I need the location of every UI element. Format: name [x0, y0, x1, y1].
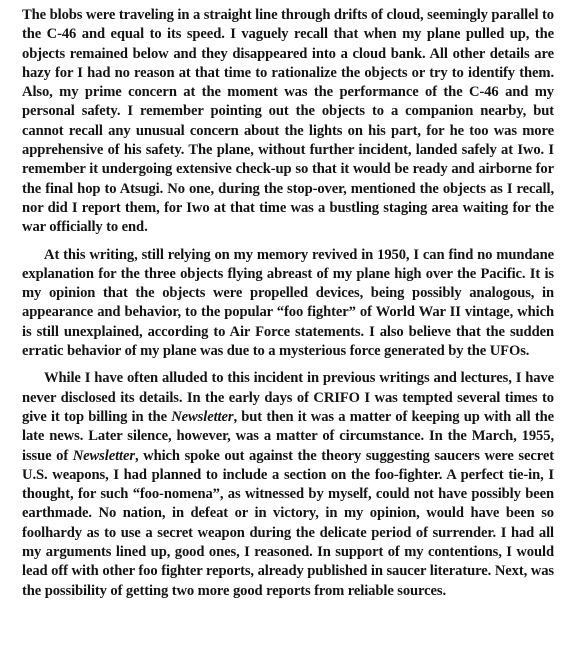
- paragraph-2-text: At this writing, still relying on my memory revived in 1950, I can find no mundane explanation for the three objects flying abreast of my plane high over the Pacific. It is my opinion that the objects were propelled devices, being possibly analogous, in appearance and behavior, to the popular “foo fighter” of World War II vintage, which is still unexplained, according to Air Force statements. I also believe that the sudden erratic behavior of my plane was due to a mysterious force generated by the UFOs.: [22, 246, 554, 360]
- paragraph-1-text: The blobs were traveling in a straight line through drifts of cloud, seemingly parallel to the C-46 and equal to its speed. I vaguely recall that when my plane pulled up, the objects remained below and they disappeared into a cloud bank. All other details are hazy for I had no reason at that time to rationalize the objects or try to identify them. Also, my prime concern at the moment was the performance of the C-46 and my personal safety. I remember pointing out the objects to a companion nearby, but cannot recall any unusual concern about the lights on his part, for he too was more apprehensive of his safety. The plane, without further incident, landed safely at Iwo. I remember it undergoing extensive check-up so that it would be ready and airborne for the final hop to Atsugi. No one, during the stop-over, mentioned the objects as I recall, nor did I report them, for Iwo at that time was a bustling staging area waiting for the war officially to end.: [22, 7, 554, 236]
- paragraph-2: [22, 246, 554, 362]
- newsletter-title-1: Newsletter: [171, 408, 234, 425]
- paragraph-3-text-a: While I have often alluded to this incident in previous writings and lectures, I have never disclosed its details. In the early days of CRIFO I was tempted several times to give it top billing in the: [22, 370, 554, 425]
- document-page: [22, 6, 554, 609]
- paragraph-1: [22, 6, 554, 238]
- paragraph-3: [22, 369, 554, 601]
- paragraph-3-text-b: , but then it was a matter of keeping up with all the late news. Later silence, however, was a matter of circumstance. In the March, 1955, issue of: [22, 408, 554, 464]
- paragraph-3-text-c: , which spoke out against the theory suggesting saucers were secret U.S. weapons, I had planned to include a section on the foo-fighter. A perfect tie-in, I thought, for such “foo-nomena”, as witnessed by myself, could not have possibly been earthmade. No nation, in defeat or in victory, in my opinion, would have been so foolhardy as to use a secret weapon during the delicate period of surrender. I had all my arguments lined up, good ones, I reasoned. In support of my contentions, I would lead off with other foo fighter reports, already published in saucer literature. Next, was the possibility of getting two more good reports from reliable sources.: [22, 447, 555, 599]
- newsletter-title-2: Newsletter: [72, 447, 135, 464]
